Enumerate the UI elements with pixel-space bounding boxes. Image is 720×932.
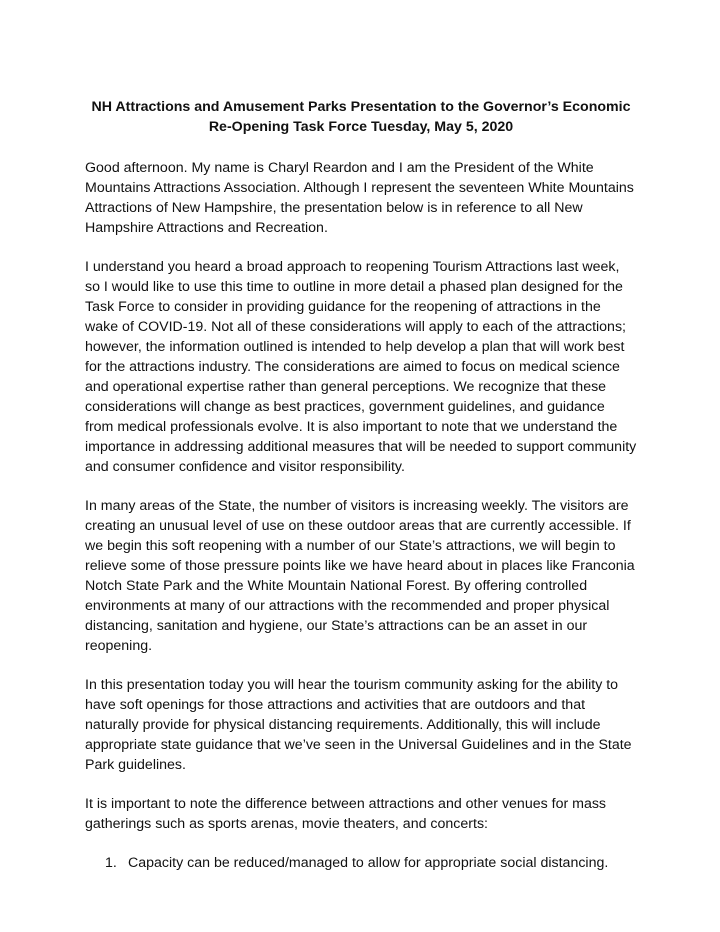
title-line-1: NH Attractions and Amusement Parks Presentation to the Governor’s Economic: [91, 99, 631, 115]
paragraph-soft-openings: In this presentation today you will hear the tourism community asking for the ability to have soft openings for those attractions and activities that are outdoors and that naturally provide for physical distancing requirements. Additionally, this will include appropriate state guidance that we’ve seen in the Universal Guidelines and in the State Park guidelines.: [85, 677, 632, 773]
paragraph-intro: Good afternoon. My name is Charyl Reardon and I am the President of the White Mountains Attractions Association. Although I represent the seventeen White Mountains Attractions of New Hampshire, the presentation below is in reference to all New Hampshire Attractions and Recreation.: [85, 160, 634, 236]
paragraph-phased-plan: I understand you heard a broad approach to reopening Tourism Attractions last week, so I would like to use this time to outline in more detail a phased plan designed for the Task Force to consider in providing guidance for the reopening of attractions in the wake of COVID-19. Not all of these considerations will apply to each of the attractions; however, the information outlined is intended to help develop a plan that will work best for the attractions industry. The considerations are aimed to focus on medical science and operational expertise rather than general perceptions. We recognize that these considerations will change as best practices, government guidelines, and guidance from medical professionals evolve. It is also important to note that we understand the importance in addressing additional measures that will be needed to support community and consumer confidence and visitor responsibility.: [85, 259, 637, 475]
title-line-2: Re-Opening Task Force Tuesday, May 5, 2020: [208, 119, 514, 135]
document-page: [85, 97, 637, 873]
document-title: [85, 97, 637, 137]
list-item: [85, 853, 637, 873]
list-item-number: 1.: [105, 855, 117, 871]
list-item-text: Capacity can be reduced/managed to allow for appropriate social distancing.: [128, 855, 609, 871]
considerations-list: [85, 853, 637, 873]
paragraph-visitors: In many areas of the State, the number of visitors is increasing weekly. The visitors are creating an unusual level of use on these outdoor areas that are currently accessible. If we begin this soft reopening with a number of our State’s attractions, we will begin to relieve some of those pressure points like we have heard about in places like Franconia Notch State Park and the White Mountain National Forest. By offering controlled environments at many of our attractions with the recommended and proper physical distancing, sanitation and hygiene, our State’s attractions can be an asset in our reopening.: [85, 498, 635, 654]
paragraph-difference: It is important to note the difference between attractions and other venues for mass gatherings such as sports arenas, movie theaters, and concerts:: [85, 796, 607, 832]
